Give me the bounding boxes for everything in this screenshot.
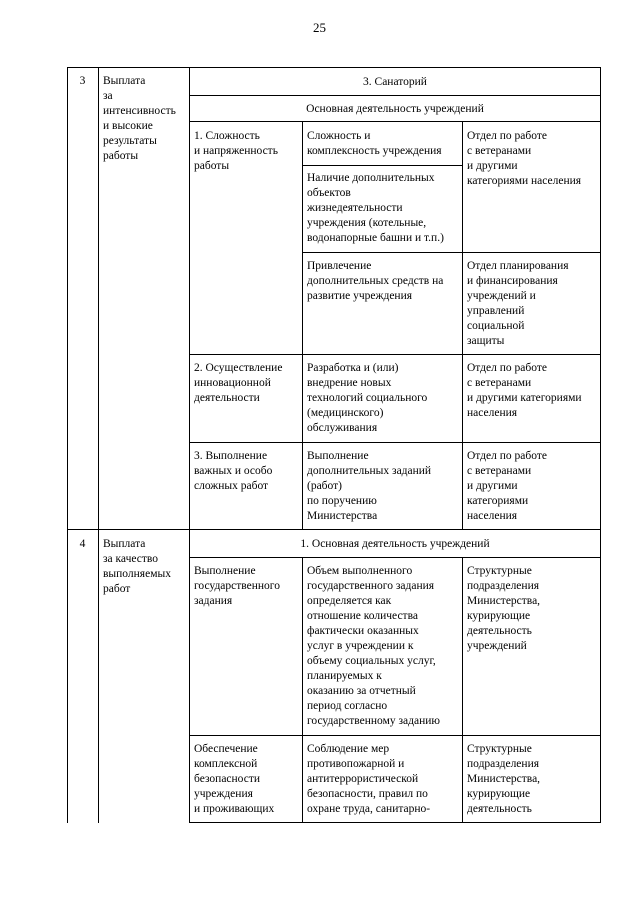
indicator-text: Разработка и (или) внедрение новых технологий социального (медицинского) обслуживания [307, 362, 428, 434]
responsible-text: Структурные подразделения Министерства, курирующие деятельность учреждений [467, 565, 541, 652]
indicator-text: Сложность и комплексность учреждения [307, 130, 442, 157]
table-top-border [67, 67, 601, 68]
responsible-text: Отдел по работе с ветеранами и другими категориями населения [467, 130, 582, 187]
row-divider [67, 529, 601, 530]
subsection-divider [189, 121, 601, 122]
subsection-title: 1. Основная деятельность учреждений [300, 538, 490, 550]
indicator-text: Выполнение дополнительных заданий (работ) по поручению Министерства [307, 450, 432, 522]
responsible-text: Структурные подразделения Министерства, курирующие деятельность [467, 743, 541, 815]
indicator-text: Объем выполненного государственного задания определяется как отношение количества фактически оказанных услуг в учреждении к объему социальных услуг, планируемых к оказанию за отчетный период согласно государственному заданию [307, 565, 440, 727]
table-left-border [67, 67, 68, 823]
criterion-divider [189, 735, 601, 736]
column-divider [98, 67, 99, 823]
indicator-divider [302, 165, 462, 166]
indicator-text: Привлечение дополнительных средств на развитие учреждения [307, 260, 444, 302]
subsection-divider [189, 557, 601, 558]
responsible-text: Отдел по работе с ветеранами и другими категориями населения [467, 362, 582, 419]
column-divider [302, 557, 303, 823]
section-divider [189, 95, 601, 96]
subsection-title: Основная деятельность учреждений [306, 103, 484, 115]
column-divider [302, 121, 303, 529]
criterion-name: 2. Осуществление инновационной деятельности [194, 362, 283, 404]
section-title: 3. Санаторий [363, 76, 427, 88]
criterion-name: Обеспечение комплексной безопасности учреждения и проживающих [194, 743, 275, 815]
responsible-text: Отдел по работе с ветеранами и другими категориями населения [467, 450, 547, 522]
indicator-text: Наличие дополнительных объектов жизнедеятельности учреждения (котельные, водонапорные башни и т.п.) [307, 172, 444, 244]
criterion-name: 1. Сложность и напряженность работы [194, 130, 278, 172]
payment-type-label: Выплата за интенсивность и высокие результаты работы [103, 75, 176, 162]
payment-type-label: Выплата за качество выполняемых работ [103, 538, 171, 595]
table-right-border [600, 67, 601, 823]
criterion-divider [189, 442, 601, 443]
page-number: 25 [313, 20, 326, 35]
indicator-divider [302, 252, 601, 253]
indicator-text: Соблюдение мер противопожарной и антитеррористической безопасности, правил по охране труда, санитарно- [307, 743, 431, 815]
row-number: 4 [79, 538, 86, 550]
criterion-name: Выполнение государственного задания [194, 565, 280, 607]
criterion-divider [189, 354, 601, 355]
column-divider [189, 67, 190, 823]
table-bottom-border [189, 822, 601, 823]
column-divider [462, 557, 463, 823]
responsible-text: Отдел планирования и финансирования учреждений и управлений социальной защиты [467, 260, 569, 347]
column-divider [462, 121, 463, 529]
row-number: 3 [79, 75, 86, 87]
criterion-name: 3. Выполнение важных и особо сложных работ [194, 450, 273, 492]
